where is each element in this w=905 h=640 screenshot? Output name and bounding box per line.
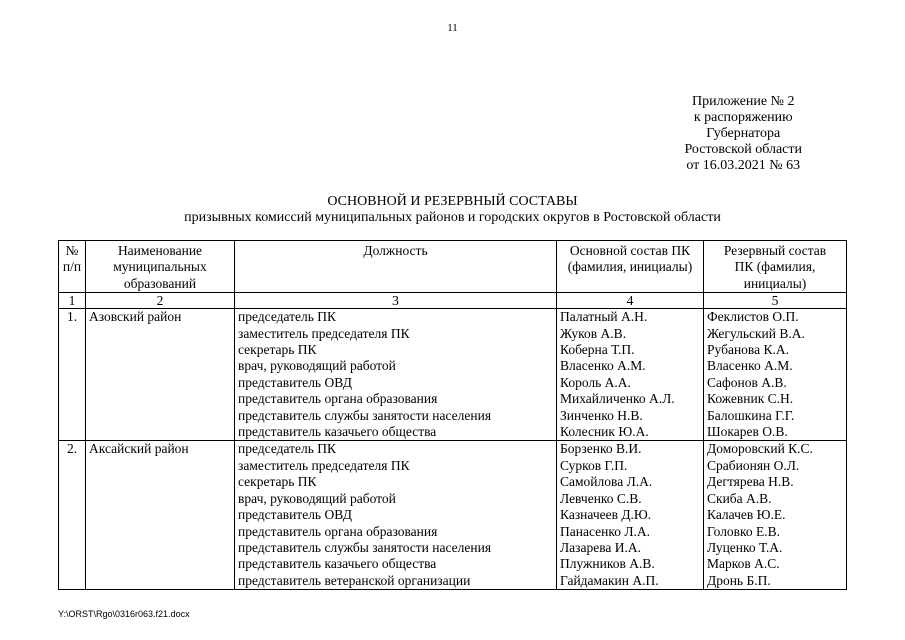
appendix-line: к распоряжению (693, 110, 793, 125)
table-header-row (59, 241, 847, 293)
table-row (59, 309, 847, 441)
main-member-cell (557, 309, 704, 441)
main-member-name: Гайдамакин А.П. (560, 572, 659, 588)
header-position: Должность (235, 241, 557, 293)
row-number: 2. (59, 441, 86, 590)
reserve-member-name: Дегтярева Н.В. (707, 474, 794, 490)
position-line: секретарь ПК (238, 474, 317, 490)
main-member-cell (557, 441, 704, 590)
position-line: представитель органа образования (238, 523, 438, 539)
position-line: председатель ПК (238, 309, 337, 325)
reserve-member-name: Луценко Т.А. (707, 539, 783, 555)
position-line: секретарь ПК (238, 342, 317, 358)
main-member-name: Казначеев Д.Ю. (560, 507, 652, 523)
position-cell (235, 441, 557, 590)
appendix-block (684, 94, 802, 174)
position-line: представитель службы занятости населения (238, 539, 492, 555)
table-row (59, 441, 847, 590)
main-member-name: Колесник Ю.А. (560, 424, 649, 440)
reserve-member-name: Марков А.С. (707, 556, 780, 572)
reserve-member-name: Шокарев О.В. (707, 424, 788, 440)
position-line: представитель службы занятости населения (238, 407, 492, 423)
municipality-name: Аксайский район (86, 441, 235, 590)
main-member-name: Король А.А. (560, 374, 631, 390)
header-num: № п/п (59, 241, 86, 293)
reserve-member-name: Скиба А.В. (707, 490, 772, 506)
column-index: 5 (704, 293, 847, 309)
reserve-member-name: Кожевник С.Н. (707, 391, 794, 407)
municipality-name: Азовский район (86, 309, 235, 441)
page-number: 11 (447, 22, 458, 34)
main-member-name: Коберна Т.П. (560, 342, 635, 358)
position-line: представитель казачьего общества (238, 424, 437, 440)
main-member-name: Палатный А.Н. (560, 309, 648, 325)
main-member-name: Жуков А.В. (560, 325, 627, 341)
commission-table (58, 240, 847, 590)
reserve-member-name: Калачев Ю.Е. (707, 507, 786, 523)
reserve-member-name: Жегульский В.А. (707, 325, 805, 341)
column-index: 1 (59, 293, 86, 309)
appendix-line: Приложение № 2 (691, 94, 795, 109)
position-line: представитель ОВД (238, 507, 352, 523)
reserve-member-name: Сафонов А.В. (707, 374, 787, 390)
reserve-member-name: Власенко А.М. (707, 358, 793, 374)
column-index: 3 (235, 293, 557, 309)
position-line: заместитель председателя ПК (238, 325, 410, 341)
position-line: представитель казачьего общества (238, 556, 437, 572)
reserve-member-cell (704, 441, 847, 590)
main-member-name: Левченко С.В. (560, 490, 642, 506)
appendix-line: Губернатора (706, 126, 781, 141)
document-subtitle: призывных комиссий муниципальных районов и городских округов в Ростовской области (184, 210, 721, 225)
document-title: ОСНОВНОЙ И РЕЗЕРВНЫЙ СОСТАВЫ (327, 194, 578, 209)
reserve-member-name: Головко Е.В. (707, 523, 781, 539)
main-member-name: Плужников А.В. (560, 556, 655, 572)
reserve-member-cell (704, 309, 847, 441)
column-index-row (59, 293, 847, 309)
position-line: представитель ветеранской организации (238, 572, 471, 588)
appendix-line: Ростовской области (684, 142, 802, 157)
reserve-member-name: Рубанова К.А. (707, 342, 789, 358)
position-line: врач, руководящий работой (238, 490, 396, 506)
main-member-name: Сурков Г.П. (560, 457, 628, 473)
header-main: Основной состав ПК (фамилия, инициалы) (557, 241, 704, 293)
column-index: 2 (86, 293, 235, 309)
main-member-name: Михайличенко А.Л. (560, 391, 675, 407)
file-path: Y:\ORST\Rgo\0316r063.f21.docx (58, 609, 190, 619)
main-member-name: Власенко А.М. (560, 358, 646, 374)
main-member-name: Зинченко Н.В. (560, 407, 643, 423)
position-line: представитель ОВД (238, 374, 352, 390)
position-line: председатель ПК (238, 441, 337, 457)
main-member-name: Лазарева И.А. (560, 539, 642, 555)
reserve-member-name: Дронь Б.П. (707, 572, 771, 588)
row-number: 1. (59, 309, 86, 441)
position-line: заместитель председателя ПК (238, 457, 410, 473)
main-member-name: Борзенко В.И. (560, 441, 642, 457)
position-line: врач, руководящий работой (238, 358, 396, 374)
reserve-member-name: Доморовский К.С. (707, 441, 813, 457)
reserve-member-name: Феклистов О.П. (707, 309, 799, 325)
main-member-name: Панасенко Л.А. (560, 523, 650, 539)
position-line: представитель органа образования (238, 391, 438, 407)
appendix-line: от 16.03.2021 № 63 (686, 158, 801, 173)
reserve-member-name: Срабионян О.Л. (707, 457, 800, 473)
reserve-member-name: Балошкина Г.Г. (707, 407, 795, 423)
position-cell (235, 309, 557, 441)
header-name: Наименование муниципальных образований (86, 241, 235, 293)
header-reserve: Резервный состав ПК (фамилия, инициалы) (704, 241, 847, 293)
main-member-name: Самойлова Л.А. (560, 474, 653, 490)
column-index: 4 (557, 293, 704, 309)
